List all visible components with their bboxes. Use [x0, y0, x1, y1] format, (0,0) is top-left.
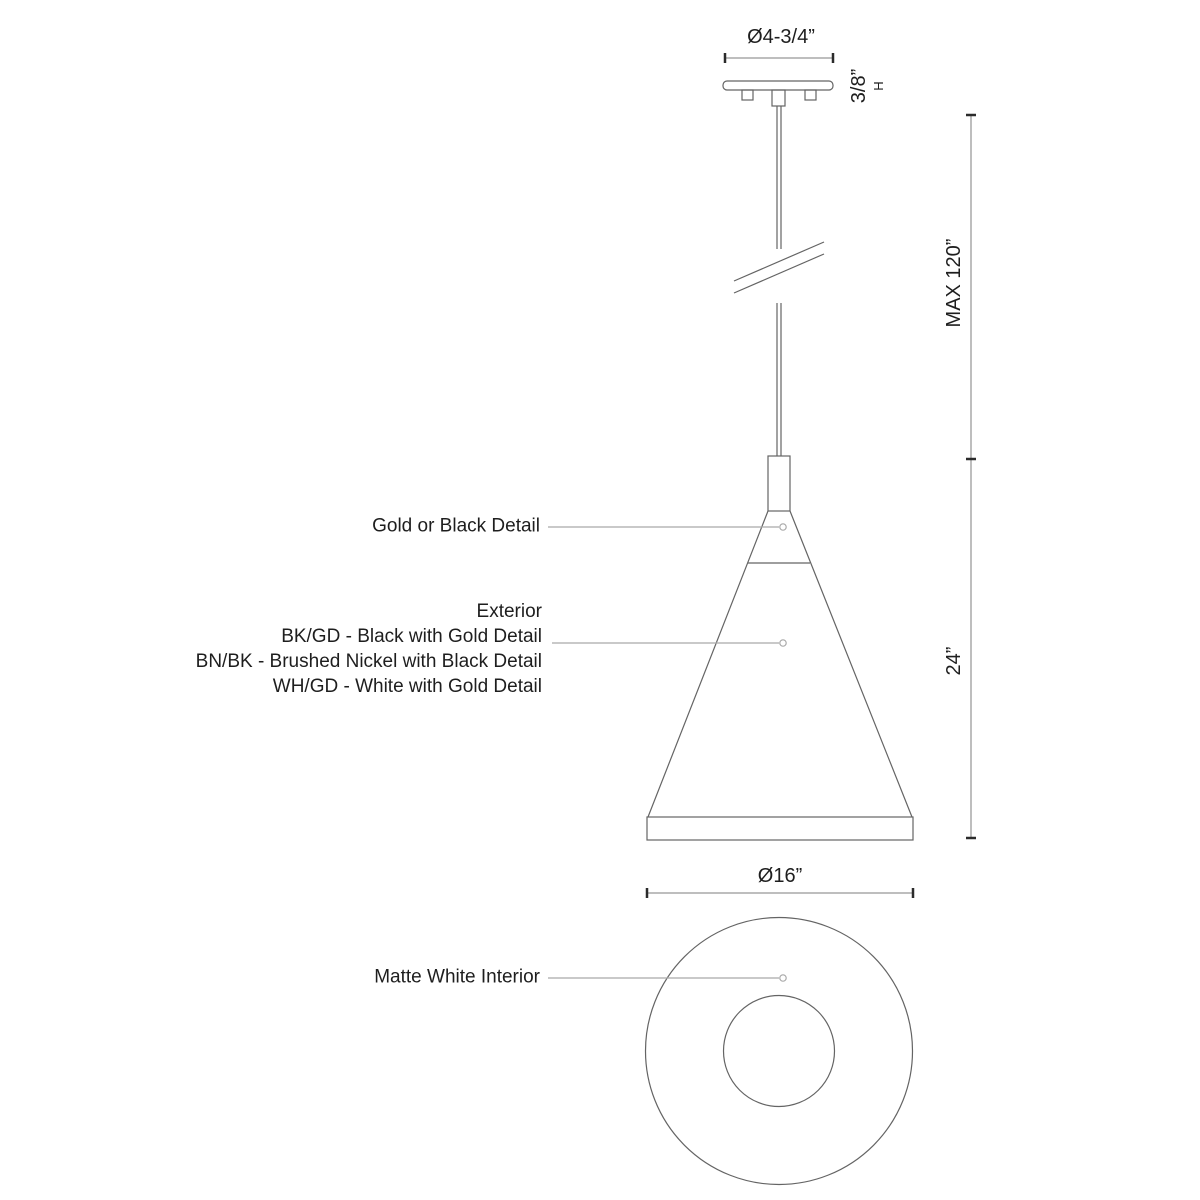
exterior-option-bkgd: BK/GD - Black with Gold Detail	[281, 626, 542, 647]
cone-left-edge	[648, 511, 768, 817]
break-line-lower	[734, 254, 824, 293]
exterior-option-bnbk: BN/BK - Brushed Nickel with Black Detail	[195, 651, 542, 672]
canopy-screw-left	[742, 90, 753, 100]
canopy-diameter-label: Ø4-3/4”	[747, 26, 815, 48]
shade-height-label: 24”	[943, 646, 965, 676]
shade-diameter-label: Ø16”	[757, 865, 803, 887]
detail-callout-label: Gold or Black Detail	[372, 515, 540, 537]
canopy-height-suffix-label: H	[871, 81, 887, 91]
break-line-upper	[734, 242, 824, 281]
dimension-lines	[647, 58, 971, 893]
socket	[768, 456, 790, 511]
shade-opening-circle	[724, 996, 835, 1107]
exterior-callout-block	[196, 599, 542, 699]
side-view	[647, 81, 913, 840]
shade-rim	[647, 817, 913, 840]
interior-callout-label: Matte White Interior	[374, 966, 540, 988]
exterior-option-whgd: WH/GD - White with Gold Detail	[272, 676, 542, 697]
leader-lines	[548, 524, 786, 981]
exterior-leader-dot	[780, 640, 786, 646]
canopy-plate	[723, 81, 833, 90]
max-suspension-label: MAX 120”	[943, 238, 965, 328]
interior-leader-dot	[780, 975, 786, 981]
canopy-height-label: 3/8”	[848, 68, 870, 104]
dimension-ticks	[647, 53, 976, 898]
canopy-hub	[772, 90, 785, 106]
bottom-view	[646, 918, 913, 1185]
cone-right-edge	[790, 511, 912, 817]
shade-outer-circle	[646, 918, 913, 1185]
detail-leader-dot	[780, 524, 786, 530]
exterior-callout-title: Exterior	[476, 601, 542, 622]
canopy-screw-right	[805, 90, 816, 100]
